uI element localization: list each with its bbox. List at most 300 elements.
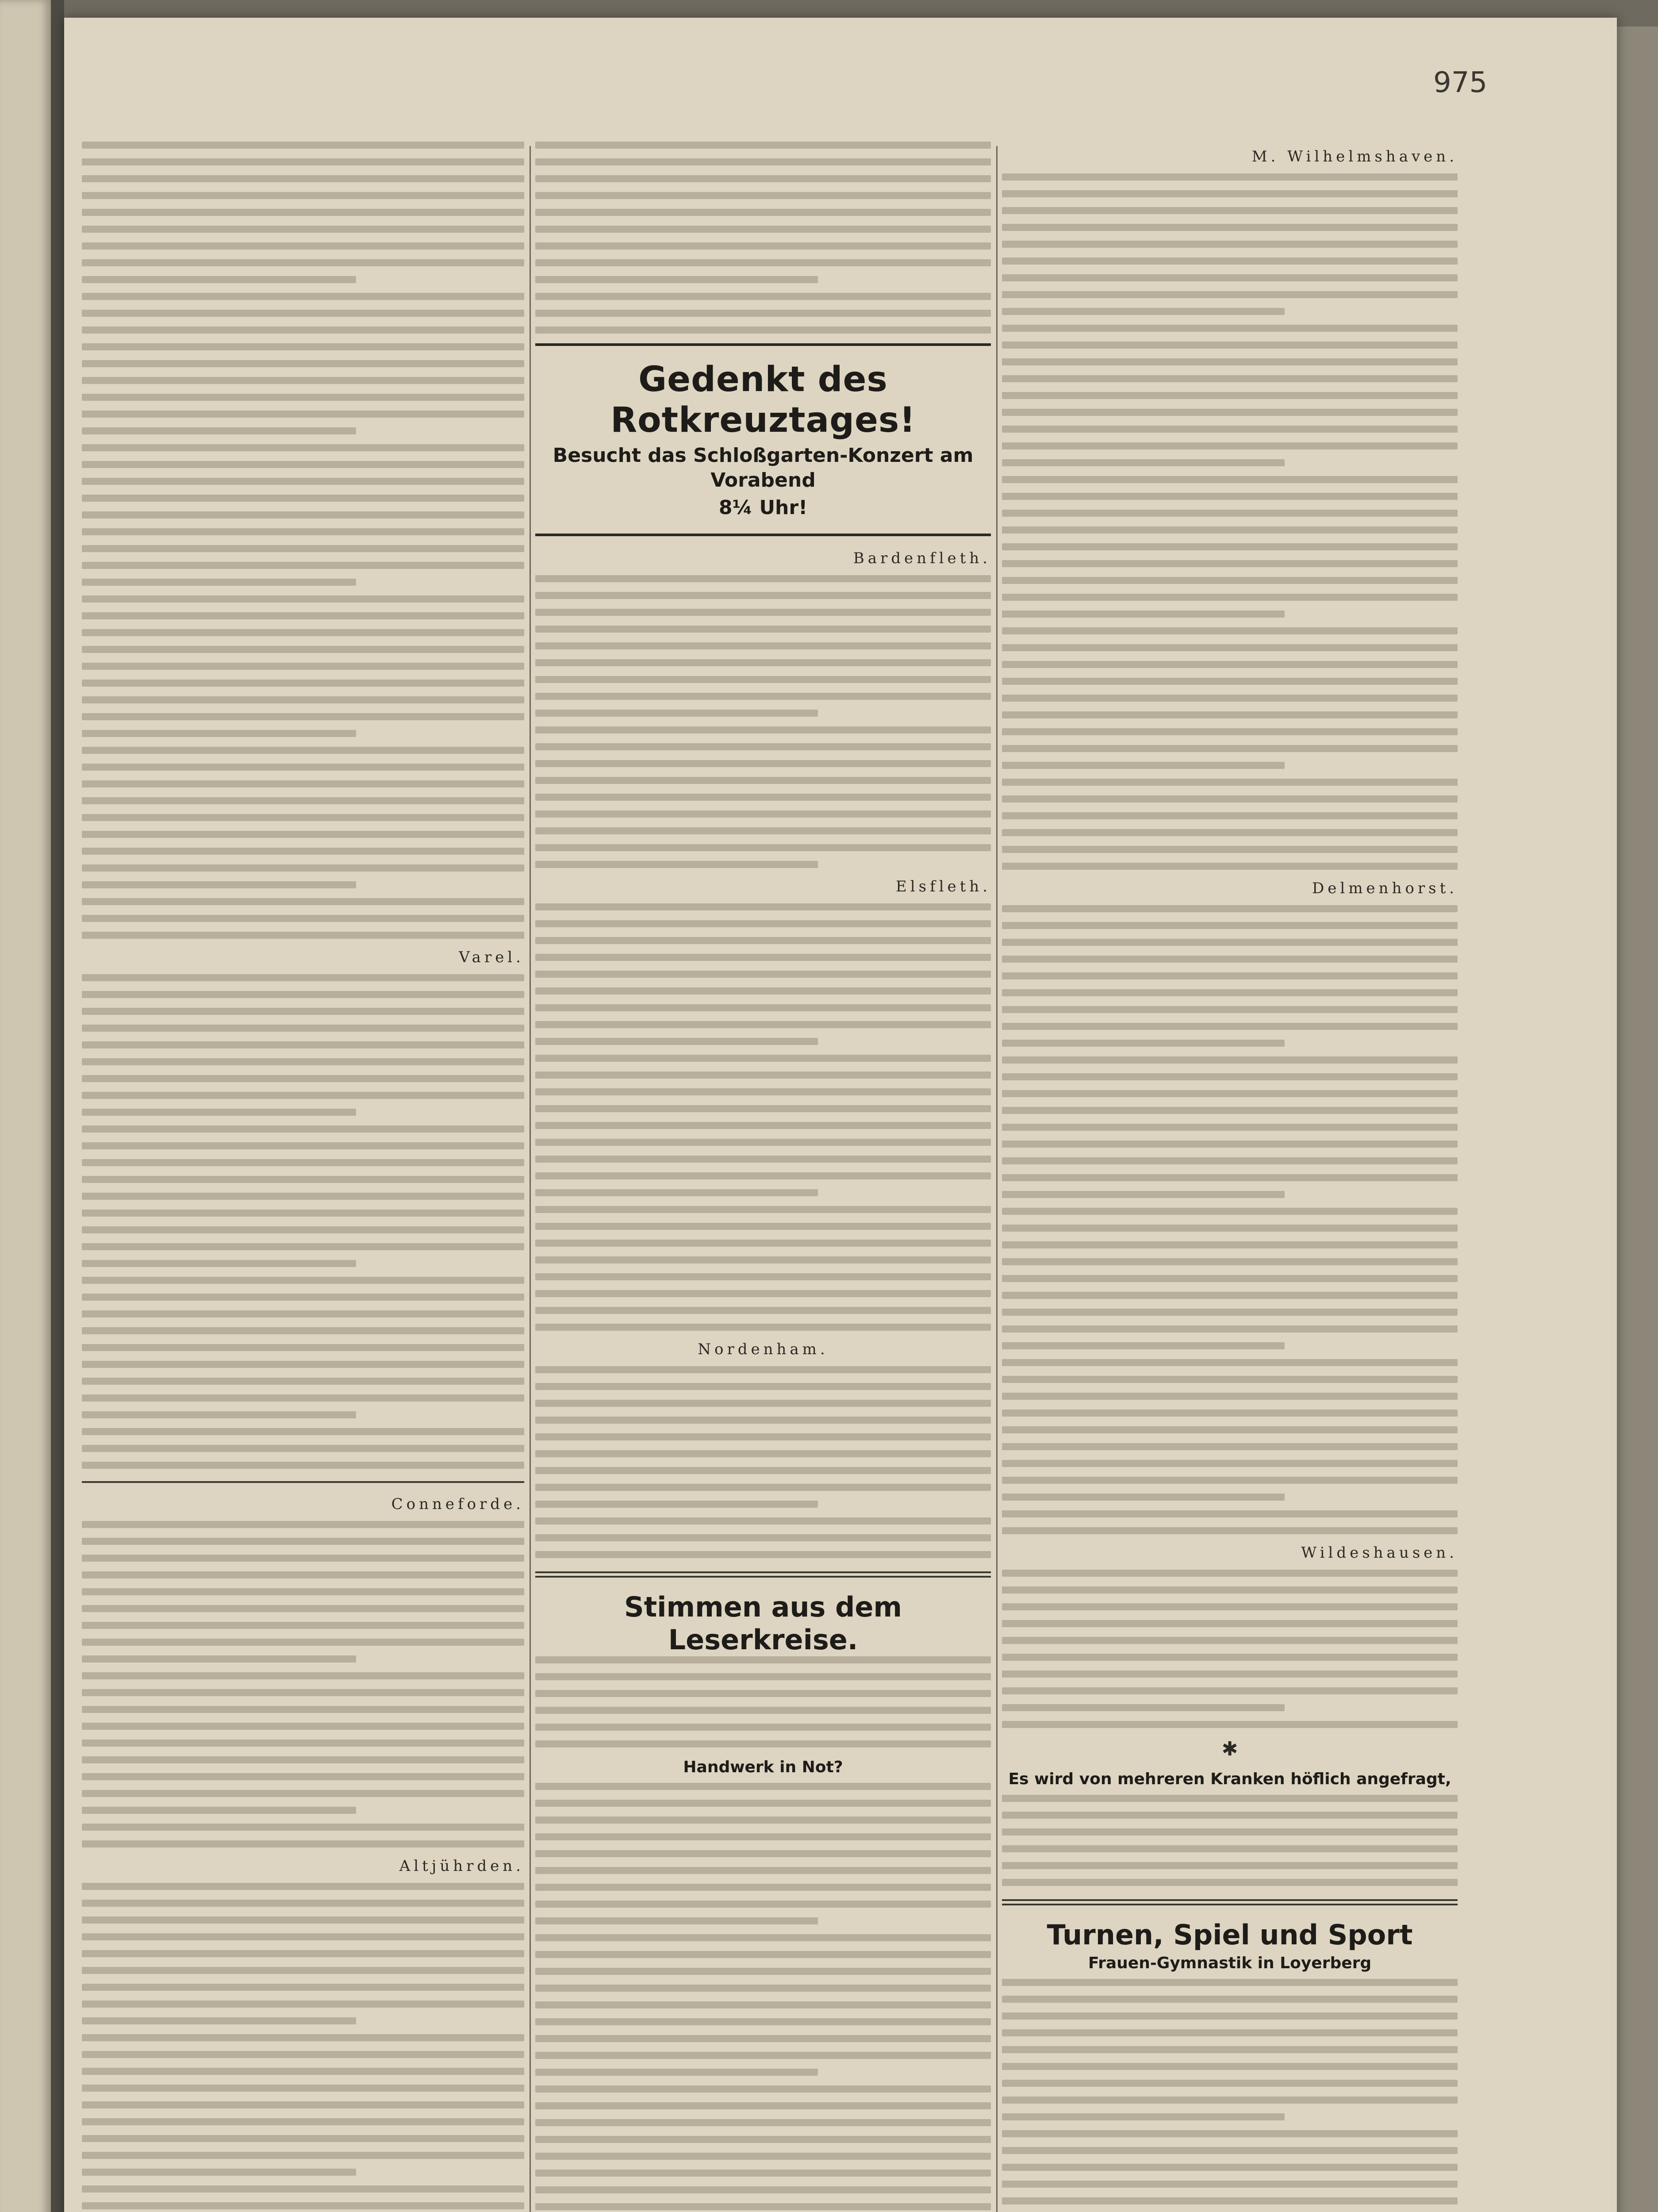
text-line-placeholder: [1002, 291, 1458, 298]
text-line-placeholder: [82, 1159, 524, 1166]
text-line-placeholder: [535, 954, 991, 961]
text-line-placeholder: [1002, 560, 1458, 567]
text-line-placeholder: [535, 1816, 991, 1824]
text-line-placeholder: [82, 991, 524, 998]
text-line-placeholder: [1002, 1862, 1458, 1869]
column-1: [82, 142, 524, 2212]
text-line-placeholder: [82, 192, 524, 199]
column-rule: [996, 146, 998, 2212]
text-line-placeholder: [82, 293, 524, 300]
text-line-placeholder: [535, 971, 991, 978]
text-line-placeholder: [82, 1294, 524, 1301]
column-2: [535, 142, 991, 2212]
divider: [1002, 1899, 1458, 1905]
text-line-placeholder: [82, 579, 356, 586]
text-line-placeholder: [1002, 2130, 1458, 2137]
article-body: [535, 142, 991, 334]
text-line-placeholder: [1002, 1090, 1458, 1097]
text-line-placeholder: [1002, 1828, 1458, 1836]
text-line-placeholder: [535, 1256, 991, 1263]
text-line-placeholder: [535, 1867, 991, 1874]
text-line-placeholder: [82, 2169, 356, 2176]
text-line-placeholder: [1002, 2164, 1458, 2171]
text-line-placeholder: [535, 937, 991, 944]
text-line-placeholder: [1002, 1309, 1458, 1316]
text-line-placeholder: [82, 1807, 356, 1814]
article-body: [1002, 173, 1458, 870]
text-line-placeholder: [1002, 2080, 1458, 2087]
letter-title: Handwerk in Not?: [683, 1758, 843, 1776]
text-line-placeholder: [82, 478, 524, 485]
text-line-placeholder: [1002, 493, 1458, 500]
text-line-placeholder: [1002, 779, 1458, 786]
text-line-placeholder: [535, 1122, 991, 1129]
text-line-placeholder: [82, 2202, 524, 2209]
text-line-placeholder: [535, 1800, 991, 1807]
text-line-placeholder: [1002, 2113, 1285, 2120]
text-line-placeholder: [82, 1588, 524, 1595]
text-line-placeholder: [1002, 695, 1458, 702]
text-line-placeholder: [82, 1109, 356, 1116]
text-line-placeholder: [535, 2203, 991, 2210]
text-line-placeholder: [82, 310, 524, 317]
dateline: M. Wilhelmshaven.: [1251, 148, 1458, 165]
text-line-placeholder: [82, 663, 524, 670]
text-line-placeholder: [535, 158, 991, 165]
text-line-placeholder: [535, 1917, 818, 1924]
text-line-placeholder: [535, 1501, 818, 1508]
text-line-placeholder: [82, 1327, 524, 1334]
text-line-placeholder: [1002, 1570, 1458, 1577]
text-line-placeholder: [1002, 224, 1458, 231]
text-line-placeholder: [1002, 1258, 1458, 1265]
text-line-placeholder: [535, 1551, 991, 1558]
text-line-placeholder: [82, 974, 524, 981]
text-line-placeholder: [82, 1723, 524, 1730]
dateline: Altjührden.: [399, 1857, 524, 1875]
article-body: [82, 1883, 524, 2209]
text-line-placeholder: [1002, 956, 1458, 963]
article-body: [535, 1366, 991, 1558]
text-line-placeholder: [82, 1950, 524, 1957]
text-line-placeholder: [1002, 1342, 1285, 1349]
text-line-placeholder: [535, 2069, 818, 2076]
text-line-placeholder: [1002, 1174, 1458, 1181]
text-line-placeholder: [82, 1378, 524, 1385]
text-line-placeholder: [1002, 1603, 1458, 1610]
text-line-placeholder: [535, 642, 991, 649]
text-line-placeholder: [1002, 939, 1458, 946]
text-line-placeholder: [82, 2152, 524, 2159]
text-line-placeholder: [82, 142, 524, 149]
text-line-placeholder: [535, 1850, 991, 1857]
text-line-placeholder: [82, 545, 524, 552]
text-line-placeholder: [535, 1240, 991, 1247]
dateline: Varel.: [459, 949, 524, 966]
text-line-placeholder: [535, 1055, 991, 1062]
text-line-placeholder: [1002, 1040, 1285, 1047]
divider: [82, 1481, 524, 1483]
text-line-placeholder: [535, 1105, 991, 1112]
text-line-placeholder: [82, 326, 524, 334]
text-line-placeholder: [535, 1707, 991, 1714]
text-line-placeholder: [1002, 1376, 1458, 1383]
text-line-placeholder: [82, 1740, 524, 1747]
text-line-placeholder: [82, 1445, 524, 1452]
text-line-placeholder: [1002, 905, 1458, 912]
text-line-placeholder: [82, 1243, 524, 1250]
text-line-placeholder: [1002, 358, 1458, 365]
text-line-placeholder: [1002, 308, 1285, 315]
dateline: Nordenham.: [698, 1340, 829, 1358]
dateline: Bardenfleth.: [853, 549, 991, 567]
text-line-placeholder: [535, 1783, 991, 1790]
text-line-placeholder: [82, 1773, 524, 1780]
text-line-placeholder: [535, 2001, 991, 2008]
text-line-placeholder: [1002, 1006, 1458, 1013]
text-line-placeholder: [82, 259, 524, 266]
text-line-placeholder: [1002, 476, 1458, 483]
text-line-placeholder: [1002, 1620, 1458, 1627]
text-line-placeholder: [535, 1951, 991, 1958]
text-line-placeholder: [1002, 1225, 1458, 1232]
text-line-placeholder: [82, 915, 524, 922]
article-body: [82, 974, 524, 1469]
text-line-placeholder: [82, 881, 356, 888]
text-line-placeholder: [1002, 678, 1458, 685]
text-line-placeholder: [82, 1125, 524, 1133]
article-body: [1002, 1979, 1458, 2212]
text-line-placeholder: [82, 1984, 524, 1991]
text-line-placeholder: [82, 2085, 524, 2092]
text-line-placeholder: [535, 794, 991, 801]
text-line-placeholder: [535, 726, 991, 733]
text-line-placeholder: [535, 2102, 991, 2109]
text-line-placeholder: [1002, 1073, 1458, 1080]
text-line-placeholder: [82, 411, 524, 418]
text-line-placeholder: [82, 1605, 524, 1612]
text-line-placeholder: [535, 1833, 991, 1840]
text-line-placeholder: [535, 760, 991, 767]
text-line-placeholder: [1002, 1494, 1285, 1501]
text-line-placeholder: [535, 1307, 991, 1314]
text-line-placeholder: [82, 747, 524, 754]
text-line-placeholder: [82, 1933, 524, 1940]
text-line-placeholder: [535, 1383, 991, 1390]
text-line-placeholder: [1002, 1704, 1285, 1711]
text-line-placeholder: [1002, 426, 1458, 433]
text-line-placeholder: [1002, 711, 1458, 718]
text-line-placeholder: [82, 1706, 524, 1713]
text-line-placeholder: [1002, 2181, 1458, 2188]
text-line-placeholder: [1002, 863, 1458, 870]
text-line-placeholder: [1002, 241, 1458, 248]
dateline: Wildeshausen.: [1301, 1544, 1458, 1562]
text-line-placeholder: [1002, 510, 1458, 517]
text-line-placeholder: [535, 1884, 991, 1891]
text-line-placeholder: [535, 592, 991, 599]
text-line-placeholder: [1002, 1241, 1458, 1248]
text-line-placeholder: [535, 693, 991, 700]
text-line-placeholder: [82, 764, 524, 771]
text-line-placeholder: [1002, 1056, 1458, 1064]
text-line-placeholder: [1002, 1124, 1458, 1131]
text-line-placeholder: [82, 2051, 524, 2058]
text-line-placeholder: [82, 1226, 524, 1233]
text-line-placeholder: [535, 1021, 991, 1028]
text-line-placeholder: [1002, 611, 1285, 618]
text-line-placeholder: [535, 987, 991, 995]
text-line-placeholder: [82, 226, 524, 233]
text-line-placeholder: [82, 276, 356, 283]
text-line-placeholder: [535, 1172, 991, 1179]
text-line-placeholder: [82, 1900, 524, 1907]
text-line-placeholder: [535, 676, 991, 683]
subsection-title: Frauen-Gymnastik in Loyerberg: [1088, 1954, 1372, 1972]
text-line-placeholder: [82, 898, 524, 905]
text-line-placeholder: [82, 1521, 524, 1528]
text-line-placeholder: [535, 1189, 818, 1196]
text-line-placeholder: [1002, 1208, 1458, 1215]
article-body: [535, 903, 991, 1331]
text-line-placeholder: [535, 2035, 991, 2042]
text-line-placeholder: [82, 2001, 524, 2008]
text-line-placeholder: [82, 932, 524, 939]
text-line-placeholder: [1002, 762, 1285, 769]
text-line-placeholder: [1002, 1654, 1458, 1661]
text-line-placeholder: [535, 1985, 991, 1992]
text-line-placeholder: [1002, 812, 1458, 819]
text-line-placeholder: [82, 2101, 524, 2108]
text-line-placeholder: [1002, 2063, 1458, 2070]
text-line-placeholder: [535, 2170, 991, 2177]
text-line-placeholder: [535, 861, 818, 868]
text-line-placeholder: [82, 848, 524, 855]
text-line-placeholder: [82, 1142, 524, 1149]
text-line-placeholder: [1002, 1477, 1458, 1484]
text-line-placeholder: [535, 1004, 991, 1011]
text-line-placeholder: [1002, 577, 1458, 584]
text-line-placeholder: [1002, 325, 1458, 332]
text-line-placeholder: [535, 1934, 991, 1941]
text-line-placeholder: [1002, 795, 1458, 803]
text-line-placeholder: [1002, 442, 1458, 449]
text-line-placeholder: [82, 1260, 356, 1267]
text-line-placeholder: [82, 1176, 524, 1183]
letter-body: [535, 1783, 991, 2212]
section-disclaimer: [535, 1656, 991, 1747]
text-line-placeholder: [1002, 1687, 1458, 1694]
text-line-placeholder: [82, 444, 524, 451]
text-line-placeholder: [535, 209, 991, 216]
text-line-placeholder: [82, 1075, 524, 1082]
text-line-placeholder: [535, 1968, 991, 1975]
text-line-placeholder: [535, 276, 818, 283]
text-line-placeholder: [535, 142, 991, 149]
text-line-placeholder: [1002, 1141, 1458, 1148]
text-line-placeholder: [1002, 1426, 1458, 1433]
text-line-placeholder: [1002, 922, 1458, 929]
text-line-placeholder: [1002, 1586, 1458, 1594]
red-cross-ad: [535, 343, 991, 536]
text-line-placeholder: [82, 797, 524, 804]
text-line-placeholder: [1002, 2197, 1458, 2204]
article-body: [1002, 1570, 1458, 1728]
text-line-placeholder: [82, 2017, 356, 2024]
text-line-placeholder: [535, 293, 991, 300]
text-line-placeholder: [1002, 1023, 1458, 1030]
text-line-placeholder: [82, 629, 524, 636]
text-line-placeholder: [1002, 1292, 1458, 1299]
text-line-placeholder: [1002, 274, 1458, 281]
text-line-placeholder: [82, 831, 524, 838]
text-line-placeholder: [82, 1008, 524, 1015]
text-line-placeholder: [82, 158, 524, 165]
text-line-placeholder: [535, 2186, 991, 2193]
text-line-placeholder: [82, 2118, 524, 2125]
text-line-placeholder: [82, 1411, 356, 1418]
text-line-placeholder: [535, 1223, 991, 1230]
text-line-placeholder: [535, 2119, 991, 2126]
text-line-placeholder: [535, 2136, 991, 2143]
text-line-placeholder: [82, 696, 524, 703]
text-line-placeholder: [82, 242, 524, 250]
text-line-placeholder: [82, 612, 524, 619]
text-line-placeholder: [535, 192, 991, 199]
article-body: [1002, 1795, 1458, 1886]
text-line-placeholder: [1002, 1812, 1458, 1819]
text-line-placeholder: [535, 1690, 991, 1697]
text-line-placeholder: [535, 1290, 991, 1297]
text-line-placeholder: [1002, 2097, 1458, 2104]
text-line-placeholder: [535, 2085, 991, 2093]
article-body: [1002, 905, 1458, 1534]
text-line-placeholder: [82, 528, 524, 535]
text-line-placeholder: [1002, 2046, 1458, 2053]
text-line-placeholder: [535, 1740, 991, 1747]
text-line-placeholder: [1002, 257, 1458, 265]
article-body: [82, 1521, 524, 1847]
text-line-placeholder: [1002, 1721, 1458, 1728]
text-line-placeholder: [535, 242, 991, 250]
text-line-placeholder: [535, 1450, 991, 1457]
text-line-placeholder: [82, 713, 524, 720]
text-line-placeholder: [82, 2135, 524, 2142]
text-line-placeholder: [82, 1824, 524, 1831]
text-line-placeholder: [82, 1041, 524, 1048]
text-line-placeholder: [82, 209, 524, 216]
text-line-placeholder: [1002, 644, 1458, 651]
text-line-placeholder: [82, 1058, 524, 1065]
text-line-placeholder: [1002, 594, 1458, 601]
text-line-placeholder: [82, 1277, 524, 1284]
text-line-placeholder: [1002, 728, 1458, 735]
text-line-placeholder: [82, 1916, 524, 1924]
text-line-placeholder: [1002, 459, 1285, 466]
text-line-placeholder: [82, 2068, 524, 2075]
text-line-placeholder: [535, 710, 818, 717]
text-line-placeholder: [82, 1655, 356, 1663]
text-line-placeholder: [535, 777, 991, 784]
text-line-placeholder: [535, 903, 991, 910]
text-line-placeholder: [82, 864, 524, 872]
text-line-placeholder: [82, 1639, 524, 1646]
divider: [535, 1571, 991, 1578]
dateline: Elsfleth.: [895, 878, 991, 895]
text-line-placeholder: [1002, 1637, 1458, 1644]
text-line-placeholder: [82, 461, 524, 468]
text-line-placeholder: [1002, 1510, 1458, 1517]
text-line-placeholder: [82, 1555, 524, 1562]
article-body: [535, 575, 991, 868]
text-line-placeholder: [1002, 207, 1458, 214]
dateline: Conneforde.: [391, 1495, 524, 1513]
text-line-placeholder: [1002, 1879, 1458, 1886]
text-line-placeholder: [82, 175, 524, 182]
section-title-sport: Turnen, Spiel und Sport: [1047, 1919, 1413, 1951]
notice-line: Es wird von mehreren Kranken höflich angefragt,: [1008, 1770, 1451, 1788]
text-line-placeholder: [535, 2018, 991, 2025]
column-3: [1002, 142, 1458, 2212]
text-line-placeholder: [1002, 1979, 1458, 1986]
text-line-placeholder: [1002, 1460, 1458, 1467]
text-line-placeholder: [1002, 526, 1458, 534]
text-line-placeholder: [1002, 409, 1458, 416]
text-line-placeholder: [1002, 1393, 1458, 1400]
text-line-placeholder: [535, 827, 991, 834]
text-line-placeholder: [82, 1310, 524, 1317]
text-line-placeholder: [82, 495, 524, 502]
text-line-placeholder: [535, 659, 991, 666]
text-line-placeholder: [535, 226, 991, 233]
text-line-placeholder: [1002, 1996, 1458, 2003]
text-line-placeholder: [1002, 989, 1458, 996]
text-line-placeholder: [535, 1400, 991, 1407]
text-line-placeholder: [82, 1756, 524, 1763]
text-line-placeholder: [535, 1417, 991, 1424]
text-line-placeholder: [82, 1790, 524, 1797]
text-line-placeholder: [1002, 1443, 1458, 1450]
text-line-placeholder: [1002, 1409, 1458, 1417]
text-line-placeholder: [535, 1656, 991, 1663]
text-line-placeholder: [535, 1088, 991, 1095]
text-line-placeholder: [82, 343, 524, 350]
text-line-placeholder: [82, 2185, 524, 2193]
text-line-placeholder: [1002, 1325, 1458, 1333]
text-line-placeholder: [82, 1672, 524, 1679]
text-line-placeholder: [535, 1366, 991, 1373]
text-line-placeholder: [535, 1534, 991, 1541]
ad-headline: Gedenkt des Rotkreuztages!: [610, 360, 916, 440]
text-line-placeholder: [1002, 627, 1458, 634]
ad-subheadline-time: 8¼ Uhr!: [718, 496, 808, 519]
text-line-placeholder: [82, 1361, 524, 1368]
text-line-placeholder: [1002, 190, 1458, 197]
text-line-placeholder: [1002, 661, 1458, 668]
text-line-placeholder: [535, 2153, 991, 2160]
book-gutter: [51, 0, 64, 2212]
article-body: [82, 142, 524, 939]
text-line-placeholder: [82, 562, 524, 569]
text-line-placeholder: [535, 1139, 991, 1146]
text-line-placeholder: [1002, 745, 1458, 752]
text-line-placeholder: [82, 680, 524, 687]
text-line-placeholder: [82, 1622, 524, 1629]
text-line-placeholder: [535, 743, 991, 750]
text-line-placeholder: [535, 1901, 991, 1908]
text-line-placeholder: [535, 626, 991, 633]
text-line-placeholder: [82, 1210, 524, 1217]
